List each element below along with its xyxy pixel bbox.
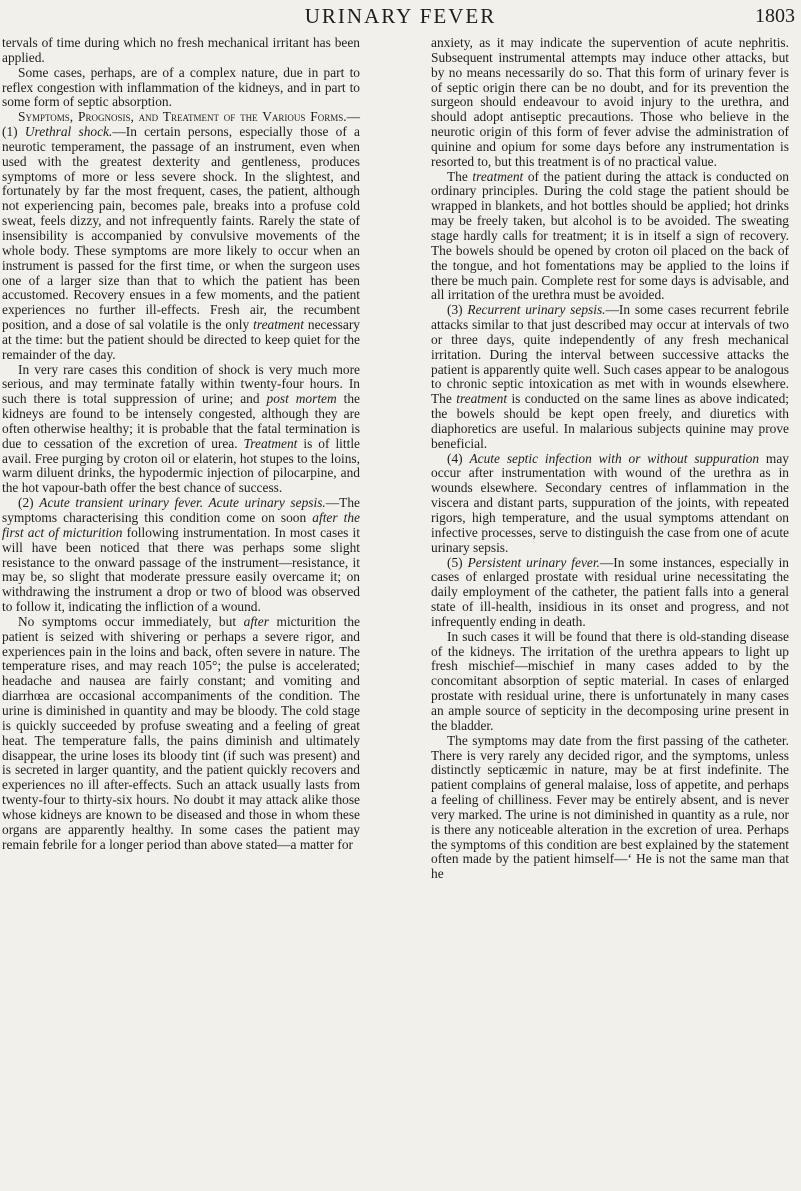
paragraph-text: —In some cases recurrent febrile attacks similar to that just described may occur at intervals of two or three days, quite independently of any fresh mechanical irritation. During the interval between successive attacks the patient is apparently quite well. Such cases appear to be analogous to chronic septic intoxication as met with in wounds elsewhere. The [431,302,789,407]
emphasis: post mortem [266,391,337,407]
paragraph-text: Some cases, perhaps, are of a complex nature, due in part to reflex congestion with inflammation of the kidneys, and in part to some form of septic absorption. [2,64,360,110]
paragraph-text: —In some instances, especially in cases of enlarged prostate with residual urine necessitating the daily employment of the catheter, the patient falls into a general state of ill-health, insidious in its onset and progress, and not infrequently ending in death. [431,554,789,629]
emphasis: Treatment [243,435,298,451]
paragraph [431,556,789,630]
paragraph-text: anxiety, as it may indicate the supervention of acute nephritis. Subsequent instrumental attempts may induce other attacks, but by no means necessarily do so. That this form of urinary fever is of septic origin there can be no doubt, and for its prevention the surgeon should endeavour to avoid injury to the urethra, and should adopt antiseptic precautions. Those who believe in the neurotic origin of this form of fever advise the administration of quinine and opium for some days before any instrumentation is resorted to, but this treatment is of no practical value. [431,35,789,169]
emphasis: treatment [456,391,508,407]
paragraph [2,36,360,66]
paragraph-text: following instrumentation. In most cases it will have been noticed that there was perhaps some slight resistance to the onward passage of the instrument—resistance, it may be, so slight that moderate pressure easily overcame it; on withdrawing the instrument a drop or two of blood was observed to follow it, indicating the infliction of a wound. [2,524,360,615]
paragraph-text: may occur after instrumentation with wound of the urethra as in wounds elsewhere. Secondary centres of inflammation in the viscera and distant parts, suppuration of the joints, with repeated rigors, high temperature, and the usual symptoms attendant on infective processes, serve to distinguish the case from one of acute urinary sepsis. [431,450,789,555]
paragraph [431,303,789,451]
subsection-title: Persistent urinary fever. [467,554,600,570]
page-number: 1803 [755,5,795,27]
paragraph [2,66,360,111]
page-header [0,4,801,30]
paragraph-text: is of little avail. Free purging by croton oil or elaterin, hot stupes to the loins, warm diluent drinks, the hypodermic injection of pilocarpine, and the hot vapour-bath offer the best chance of success. [2,435,360,496]
paragraph [2,363,360,497]
right-column [431,36,789,882]
list-number: —(1) [2,109,360,140]
paragraph-text: In very rare cases this condition of shock is very much more serious, and may terminate fatally within twenty-four hours. In such there is total suppression of urine; and [2,361,360,407]
list-number: (4) [447,450,463,466]
paragraph [431,734,789,882]
paragraph-text: micturition the patient is seized with shivering or perhaps a severe rigor, and experiences pain in the loins and back, often severe in nature. The temperature rises, and may reach 105°; the pulse is accelerated; headache and nausea are fairly constant; and vomiting and diarrhœa are occasional accompaniments of the condition. The urine is diminished in quantity and may be bloody. The cold stage is quickly succeeded by profuse sweating and a feeling of great heat. The temperature falls, the pains diminish and ultimately disappear, the urine loses its bloody tint (if such was present) and is secreted in larger quantity, and the patient quickly recovers and experiences no ill after-effects. Such an attack usually lasts from twenty-four to thirty-six hours. No doubt it may attack alike those whose kidneys are known to be diseased and those in whom these organs are apparently healthy. In some cases the patient may remain febrile for a longer period than above stated—a matter for [2,613,360,852]
paragraph-text: of the patient during the attack is conducted on ordinary principles. During the cold stage the patient should be wrapped in blankets, and hot bottles should be applied; hot drinks may be freely taken, but alcohol is to be avoided. The sweating stage hardly calls for treatment; it is in itself a sign of recovery. The bowels should be opened by croton oil placed on the back of the tongue, and hot fomentations may be applied to the loins if there be much pain. Complete rest for some days is advisable, and all irritation of the urethra must be avoided. [431,168,789,303]
paragraph [2,110,360,362]
emphasis: after the first act of micturition [2,510,361,540]
paragraph-text: The symptoms may date from the first passing of the catheter. There is very rarely any decided rigor, and the symptoms, unless distinctly septicæmic in nature, may be at first indefinite. The patient complains of general malaise, loss of appetite, and perhaps a feeling of chilliness. Fever may be entirely absent, and is never very marked. The urine is not diminished in quantity as a rule, nor is there any noticeable alteration in the excretion of urea. Perhaps the symptoms of this condition are best explained by the statement often made by the patient himself—‘ He is not the same man that he [431,732,789,882]
paragraph [2,496,360,615]
paragraph [431,36,789,170]
paragraph-text: —In certain persons, especially those of a neurotic temperament, the passage of an instrument, even when used with the greatest dexterity and gentleness, produces symptoms of more or less severe shock. In the slightest, and fortunately by far the most frequent, cases, the patient, although not experiencing pain, becomes pale, breaks into a profuse cold sweat, feels dizzy, and not infrequently faints. Rarely the state of insensibility is accompanied by convulsive movements of the whole body. These symptoms are more likely to occur when an instrument is passed for the first time, or when the surgeon uses one of a larger size than that to which the patient has been accustomed. Recovery ensues in a few moments, and the patient experiences no further ill-effects. Fresh air, the recumbent position, and a dose of sal volatile is the only [2,124,360,333]
paragraph [2,615,360,853]
subsection-title: Recurrent urinary sepsis. [467,302,606,318]
paragraph [431,170,789,304]
list-number: (3) [447,302,463,318]
emphasis: treatment [472,168,524,184]
section-heading: Symptoms, Prognosis, and Treatment of the Various Forms. [18,109,347,125]
list-number: (2) [18,495,34,511]
emphasis: after [243,613,269,629]
paragraph-text: The [447,168,468,184]
paragraph-text: No symptoms occur immediately, but [18,613,237,629]
paragraph [431,452,789,556]
paragraph-text: the kidneys are found to be intensely congested, although they are often otherwise healthy; it is probable that the fatal termination is due to cessation of the excretion of urea. [2,391,360,451]
subsection-title: Acute transient urinary fever. Acute urinary sepsis. [39,495,326,511]
paragraph-text: In such cases it will be found that there is old-standing disease of the kidneys. The irritation of the urethra appears to light up fresh mischief—mischief in many cases added to by the concomitant absorption of septic material. In cases of enlarged prostate with residual urine, there is unfortunately in many cases an ample source of septicity in the decomposing urine present in the bladder. [431,628,789,733]
paragraph-text: —The symptoms characterising this condition come on soon [2,495,360,525]
emphasis: treatment [253,317,304,333]
running-title: URINARY FEVER [304,4,497,28]
list-number: (5) [447,554,463,570]
subsection-title: Urethral shock. [24,124,113,140]
left-column [2,36,360,852]
subsection-title: Acute septic infection with or without suppuration [469,450,760,466]
paragraph-text: necessary at the time: but the patient should be directed to keep quiet for the remainder of the day. [2,317,360,362]
paragraph [431,630,789,734]
paragraph-text: is conducted on the same lines as above indicated; the bowels should be kept open freely, and diuretics with diaphoretics are useful. In malarious subjects quinine may prove beneficial. [431,391,789,451]
paragraph-text: tervals of time during which no fresh mechanical irritant has been applied. [2,35,360,65]
